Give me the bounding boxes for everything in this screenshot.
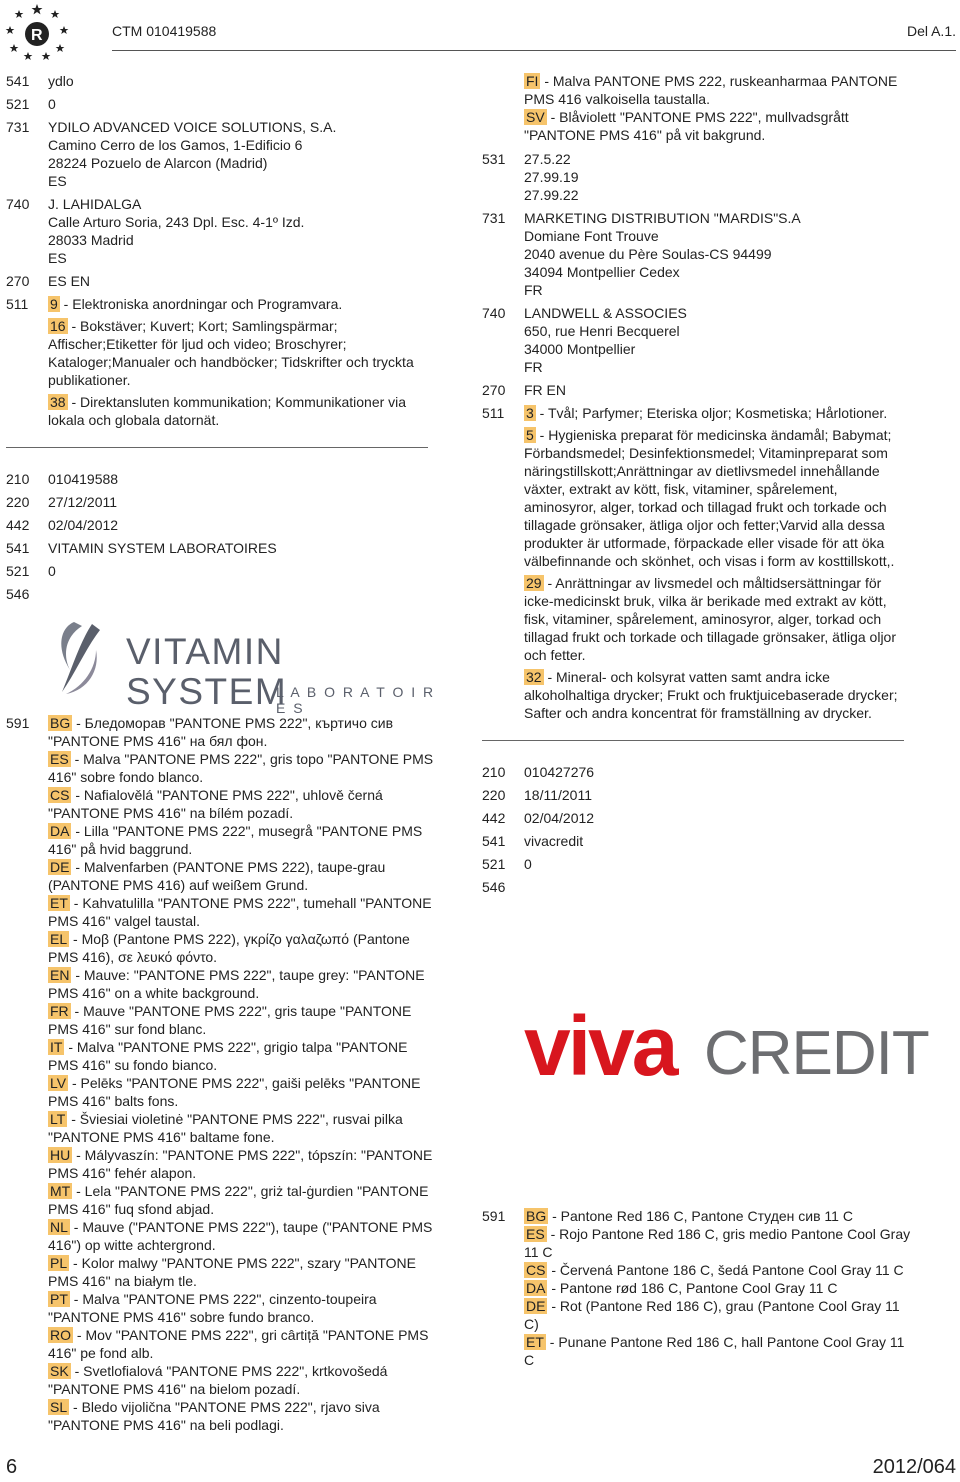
description-text: - Бледоморав "PANTONE PMS 222", къртичо сив "PANTONE PMS 416" на бял фон. (48, 715, 394, 749)
field-line: ydlo (48, 73, 74, 89)
field-code: 270 (6, 273, 30, 289)
field-row (482, 763, 912, 781)
description-text: - Malvenfarben (PANTONE PMS 222), taupe-grau (PANTONE PMS 416) auf weißem Grund. (48, 859, 386, 893)
field-value (48, 539, 440, 557)
colour-description (48, 1362, 440, 1398)
field-code: 541 (6, 540, 30, 556)
class-entry (524, 574, 912, 664)
language-code: FR (50, 1003, 69, 1019)
field-line: 010427276 (524, 764, 595, 780)
class-goods: - Mineral- och kolsyrat vatten samt andra icke alkoholhaltiga drycker; Frukt och fruktjuicebaserade drycker; Safter och andra koncentrat för framställning av drycker. (524, 669, 898, 721)
colour-description (524, 1225, 912, 1261)
left-second-entry-fields (0, 470, 440, 603)
right-column (482, 72, 929, 1374)
left-classes-field (0, 295, 440, 433)
right-second-entry-fields (482, 763, 912, 896)
field-value (524, 878, 912, 896)
class-number: 3 (526, 405, 534, 421)
colour-description (524, 1279, 912, 1297)
vitamin-system-logo (0, 608, 440, 716)
left-description-field (0, 714, 440, 1434)
field-code: 511 (482, 405, 505, 421)
language-code: EN (50, 967, 70, 983)
right-classes-field (482, 404, 912, 726)
language-code: ES (50, 751, 69, 767)
description-text: - Mauve ("PANTONE PMS 222"), taupe ("PANTONE PMS 416") op witte achtergrond. (48, 1219, 433, 1253)
entry-separator (482, 740, 904, 741)
field-code: 546 (482, 879, 506, 895)
field-row (482, 832, 912, 850)
class-goods: - Bokstäver; Kuvert; Kort; Samlingspärmar; Affischer;Etiketter för ljud och video; Broschyrer; Kataloger;Manualer och handböcker; Tidskrifter och tryckta publikationer. (48, 318, 414, 388)
colour-description (48, 1290, 440, 1326)
description-text: - Punane Pantone Red 186 C, hall Pantone Cool Gray 11 C (524, 1334, 905, 1368)
language-code: DA (526, 1280, 546, 1296)
field-line: 27.99.19 (524, 169, 579, 185)
credit-wordmark: CREDIT (704, 1019, 929, 1088)
class-entry (48, 317, 440, 389)
left-column (0, 72, 440, 1439)
field-line: 650, rue Henri Becquerel (524, 323, 680, 339)
description-text: - Mov "PANTONE PMS 222", gri cârtiță "PANTONE PMS 416" pe fond alb. (48, 1327, 429, 1361)
entry-separator (6, 447, 428, 448)
field-line: 0 (48, 96, 56, 112)
issue-number: 2012/064 (872, 1456, 956, 1478)
colour-description (48, 894, 440, 930)
field-value (48, 272, 440, 290)
field-line: 28033 Madrid (48, 232, 134, 248)
field-row (482, 786, 912, 804)
header-rule (112, 50, 956, 51)
description-text: - Μοβ (Pantone PMS 222), γκρίζο γαλαζωπό (Pantone PMS 416), σε λευκό φόντο. (48, 931, 410, 965)
field-line: MARKETING DISTRIBUTION "MARDIS"S.A (524, 210, 801, 226)
language-code: MT (50, 1183, 71, 1199)
class-number: 9 (50, 296, 58, 312)
field-row (482, 809, 912, 827)
class-number: 16 (50, 318, 66, 334)
right-first-entry-fields (482, 150, 912, 399)
field-value (524, 832, 912, 850)
field-line: ES (48, 173, 67, 189)
field-code: 442 (482, 810, 506, 826)
colour-description (48, 966, 440, 1002)
field-line (524, 878, 912, 896)
colour-description (524, 1333, 912, 1369)
field-line: 0 (48, 563, 56, 579)
field-line: 02/04/2012 (48, 517, 119, 533)
svg-text:R: R (31, 27, 43, 44)
field-line: 0 (524, 856, 532, 872)
field-line: ES EN (48, 273, 91, 289)
language-code: SK (50, 1363, 69, 1379)
field-line: 2040 avenue du Père Soulas-CS 94499 (524, 246, 772, 262)
field-line (48, 585, 440, 603)
field-code: 521 (6, 563, 30, 579)
description-text: - Bledo vijolična "PANTONE PMS 222", rjavo siva "PANTONE PMS 416" na beli podlagi. (48, 1399, 380, 1433)
colour-description (48, 1326, 440, 1362)
language-code: PT (50, 1291, 68, 1307)
class-number: 29 (526, 575, 542, 591)
field-line: 28224 Pozuelo de Alarcon (Madrid) (48, 155, 268, 171)
colour-description (48, 1254, 440, 1290)
description-text: - Svetlofialová "PANTONE PMS 222", krtkovošedá "PANTONE PMS 416" na bielom pozadí. (48, 1363, 388, 1397)
field-value (524, 150, 912, 204)
description-text: - Lela "PANTONE PMS 222", griż tal-ġurdien "PANTONE PMS 416" fuq sfond abjad. (48, 1183, 429, 1217)
field-code: 541 (6, 73, 30, 89)
field-code: 210 (6, 471, 30, 487)
field-line: 27.5.22 (524, 151, 571, 167)
colour-description (524, 1297, 912, 1333)
colour-description (524, 108, 912, 144)
field-row (0, 272, 440, 290)
field-row (0, 118, 440, 190)
field-line: VITAMIN SYSTEM LABORATOIRES (48, 540, 277, 556)
field-row (0, 95, 440, 113)
field-value (48, 493, 440, 511)
description-text: - Šviesiai violetinė "PANTONE PMS 222", rusvai pilka "PANTONE PMS 416" baltame fone. (48, 1111, 403, 1145)
description-text: - Kolor malwy "PANTONE PMS 222", szary "PANTONE PMS 416" na białym tle. (48, 1255, 416, 1289)
language-code: CS (526, 1262, 546, 1278)
class-goods: - Elektroniska anordningar och Programvara. (59, 296, 343, 312)
language-code: HU (50, 1147, 71, 1163)
class-entry (48, 295, 440, 313)
nice-classes (524, 404, 912, 726)
field-line: YDILO ADVANCED VOICE SOLUTIONS, S.A. (48, 119, 337, 135)
field-value (524, 209, 912, 299)
colour-description (48, 858, 440, 894)
field-code: 546 (6, 586, 30, 602)
nice-classes (48, 295, 440, 433)
field-line: Camino Cerro de los Gamos, 1-Edificio 6 (48, 137, 303, 153)
field-value (524, 786, 912, 804)
field-value (48, 470, 440, 488)
class-number: 5 (526, 427, 534, 443)
description-text: - Pantone Red 186 C, Pantone Студен сив 11 C (548, 1208, 853, 1224)
right-description-field (482, 1207, 912, 1369)
colour-descriptions (524, 1207, 912, 1369)
vitamin-system-wordmark: VITAMIN SYSTEM (126, 631, 288, 712)
vivacredit-logo (482, 901, 929, 1201)
colour-description (48, 1398, 440, 1434)
colour-description (48, 822, 440, 858)
language-code: BG (50, 715, 71, 731)
colour-description (48, 1146, 440, 1182)
field-line: FR EN (524, 382, 566, 398)
class-entry (524, 426, 912, 570)
field-line: vivacredit (524, 833, 584, 849)
field-value (48, 195, 440, 267)
description-text: - Malva "PANTONE PMS 222", gris topo "PANTONE PMS 416" sobre fondo blanco. (48, 751, 434, 785)
language-code: PL (50, 1255, 68, 1271)
field-line: FR (524, 282, 543, 298)
field-code: 220 (6, 494, 30, 510)
field-row (482, 878, 912, 896)
language-code: ET (526, 1334, 544, 1350)
colour-description (48, 930, 440, 966)
field-row (482, 209, 912, 299)
field-value (48, 95, 440, 113)
page-number: 6 (6, 1456, 18, 1478)
colour-description (524, 72, 912, 108)
description-text: - Malva PANTONE PMS 222, ruskeanharmaa PANTONE PMS 416 valkoisella taustalla. (524, 73, 898, 107)
field-row (0, 470, 440, 488)
description-text: - Malva "PANTONE PMS 222", grigio talpa "PANTONE PMS 416" su fondo bianco. (48, 1039, 408, 1073)
language-code: DA (50, 823, 70, 839)
language-code: EL (50, 931, 68, 947)
ohim-emblem-icon (4, 2, 70, 62)
colour-description (48, 1182, 440, 1218)
language-code: DE (526, 1298, 546, 1314)
colour-description (524, 1207, 912, 1225)
language-code: ET (50, 895, 68, 911)
field-line: 34000 Montpellier (524, 341, 636, 357)
field-code: 731 (6, 119, 30, 135)
laboratoires-wordmark: L A B O R A T O I R E S (276, 684, 436, 716)
class-entry (524, 404, 912, 422)
field-line: FR (524, 359, 543, 375)
field-line: Domiane Font Trouve (524, 228, 659, 244)
field-value (48, 585, 440, 603)
field-code: 511 (6, 296, 29, 312)
field-row (482, 304, 912, 376)
left-first-entry-fields (0, 72, 440, 290)
field-row (482, 381, 912, 399)
field-code: 220 (482, 787, 506, 803)
field-line: 34094 Montpellier Cedex (524, 264, 680, 280)
description-text: - Rot (Pantone Red 186 C), grau (Pantone Cool Gray 11 C) (524, 1298, 900, 1332)
field-row (0, 585, 440, 603)
field-line: Calle Arturo Soria, 243 Dpl. Esc. 4-1º Izd. (48, 214, 305, 230)
field-code: 541 (482, 833, 506, 849)
continued-colour-descriptions (524, 72, 912, 144)
language-code: SV (526, 109, 545, 125)
field-code: 731 (482, 210, 506, 226)
field-line: ES (48, 250, 67, 266)
colour-description (48, 1074, 440, 1110)
language-code: DE (50, 859, 70, 875)
description-text: - Lilla "PANTONE PMS 222", musegrå "PANTONE PMS 416" på hvid baggrund. (48, 823, 423, 857)
field-line: 18/11/2011 (524, 787, 592, 803)
class-goods: - Anrättningar av livsmedel och måltidsersättningar för icke-medicinskt bruk, vilka är berikade med extrakt av kött, fisk, vitaminer, spårelement, aminosyror, alger, torkad och tillagad frukt och torkade och tillagade grönsaker, ätliga oljor och fetter. (524, 575, 896, 663)
description-text: - Malva "PANTONE PMS 222", cinzento-toupeira "PANTONE PMS 416" sobre fundo branco. (48, 1291, 377, 1325)
field-code: 591 (482, 1208, 506, 1224)
class-entry (524, 668, 912, 722)
header-part: Del A.1. (906, 23, 956, 39)
field-line: 27.99.22 (524, 187, 579, 203)
field-code: 210 (482, 764, 506, 780)
description-text: - Mauve "PANTONE PMS 222", gris taupe "PANTONE PMS 416" sur fond blanc. (48, 1003, 412, 1037)
colour-description (48, 1218, 440, 1254)
description-text: - Pelēks "PANTONE PMS 222", gaiši pelēks "PANTONE PMS 416" balts fons. (48, 1075, 421, 1109)
description-text: - Pantone rød 186 C, Pantone Cool Gray 11 C (547, 1280, 838, 1296)
field-code: 740 (6, 196, 30, 212)
header-ctm-number: CTM 010419588 (112, 23, 217, 39)
language-code: BG (526, 1208, 547, 1224)
field-row (0, 195, 440, 267)
field-code: 442 (6, 517, 30, 533)
colour-descriptions (48, 714, 440, 1434)
field-line: J. LAHIDALGA (48, 196, 142, 212)
language-code: LT (50, 1111, 66, 1127)
class-goods: - Direktansluten kommunikation; Kommunikationer via lokala och globala datornät. (48, 394, 407, 428)
field-value (524, 381, 912, 399)
viva-wordmark: viva (524, 999, 676, 1093)
field-code: 521 (6, 96, 30, 112)
class-number: 32 (526, 669, 542, 685)
field-code: 740 (482, 305, 506, 321)
field-row (482, 855, 912, 873)
field-line: LANDWELL & ASSOCIES (524, 305, 687, 321)
field-value (524, 855, 912, 873)
colour-description (48, 750, 440, 786)
colour-description (48, 1002, 440, 1038)
colour-description (48, 714, 440, 750)
language-code: ES (526, 1226, 545, 1242)
field-row (482, 150, 912, 204)
page-header (0, 0, 960, 64)
language-code: CS (50, 787, 70, 803)
colour-description (48, 1038, 440, 1074)
description-text: - Mauve: "PANTONE PMS 222", taupe grey: "PANTONE PMS 416" on a white background. (48, 967, 425, 1001)
description-text: - Nafialovělá "PANTONE PMS 222", uhlově černá "PANTONE PMS 416" na bílém pozadí. (48, 787, 383, 821)
field-line: 27/12/2011 (48, 494, 118, 510)
description-text: - Kahvatulilla "PANTONE PMS 222", tumehall "PANTONE PMS 416" valgel taustal. (48, 895, 432, 929)
language-code: NL (50, 1219, 68, 1235)
field-value (48, 516, 440, 534)
field-row (0, 562, 440, 580)
class-goods: - Tvål; Parfymer; Eteriska oljor; Kosmetiska; Hårlotioner. (535, 405, 888, 421)
description-text: - Blåviolett "PANTONE PMS 222", mullvadsgrått "PANTONE PMS 416" på vit bakgrund. (524, 109, 849, 143)
language-code: RO (50, 1327, 71, 1343)
language-code: IT (50, 1039, 63, 1055)
field-value (524, 304, 912, 376)
description-text: - Rojo Pantone Red 186 C, gris medio Pantone Cool Gray 11 C (524, 1226, 911, 1260)
field-line: 010419588 (48, 471, 119, 487)
field-row (0, 72, 440, 90)
class-entry (48, 393, 440, 429)
field-value (48, 118, 440, 190)
language-code: LV (50, 1075, 67, 1091)
field-code: 270 (482, 382, 506, 398)
language-code: FI (526, 73, 539, 89)
description-text: - Mályvaszín: "PANTONE PMS 222", tópszín: "PANTONE PMS 416" fehér alapon. (48, 1147, 433, 1181)
class-number: 38 (50, 394, 66, 410)
field-value (524, 809, 912, 827)
field-value (48, 72, 440, 90)
field-code: 591 (6, 715, 30, 731)
description-text: - Červená Pantone 186 C, šedá Pantone Cool Gray 11 C (547, 1262, 904, 1278)
field-value (524, 763, 912, 781)
colour-description (48, 786, 440, 822)
field-code: 531 (482, 151, 506, 167)
field-row (0, 493, 440, 511)
colour-description (524, 1261, 912, 1279)
class-goods: - Hygieniska preparat för medicinska ändamål; Babymat; Förbandsmedel; Desinfektionsmedel; Vitaminpreparat som näringstillskott;Anrättningar av dietlivsmedel innehållande växter, extrakt av kött, fisk, vitaminer, spårelement, aminosyror, alger, torkad och tillagad frukt och torkade och tillagade grönsaker, ätliga oljor och fetter;Varvid alla dessa produkter är utformade, förpackade eller visade för att öka välbefinnande och skönhet, och visas i form av kosttillskott,. (524, 427, 895, 569)
field-value (48, 562, 440, 580)
field-row (0, 539, 440, 557)
field-row (0, 516, 440, 534)
field-code: 521 (482, 856, 506, 872)
language-code: SL (50, 1399, 68, 1415)
field-line: 02/04/2012 (524, 810, 595, 826)
colour-description (48, 1110, 440, 1146)
